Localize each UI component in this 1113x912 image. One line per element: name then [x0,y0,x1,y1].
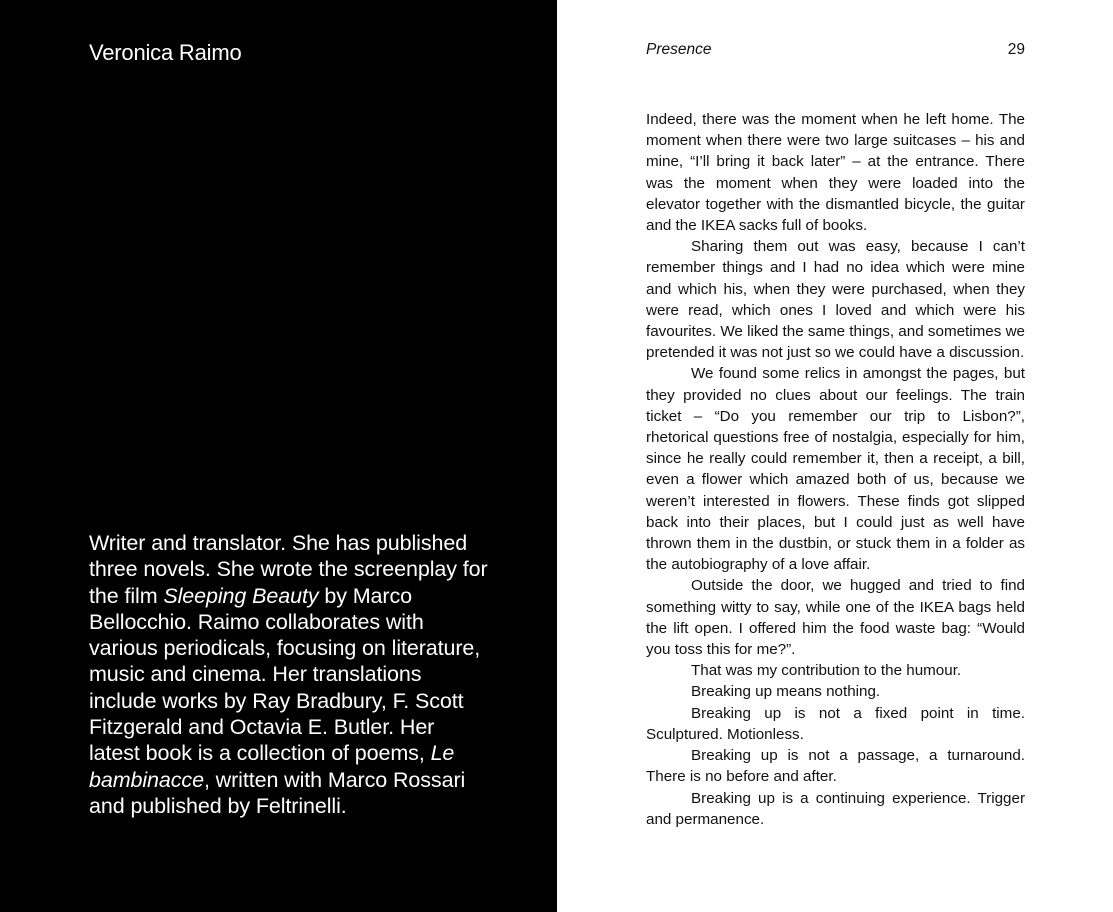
right-page [557,0,1113,912]
bio-text-part3: , written with Marco Rossari and published by Feltrinelli. [89,767,466,818]
bio-text-part1: Writer and translator. She has published three novels. She wrote the screenplay for the film [89,531,488,608]
paragraph: Indeed, there was the moment when he left home. The moment when there were two large suitcases – his and mine, “I’ll bring it back later” – at the entrance. There was the moment when they were loaded into the elevator together with the dismantled bicycle, the guitar and the IKEA sacks full of books. [646,111,1025,235]
paragraph: Breaking up is a continuing experience. Trigger and permanence. [646,789,1025,828]
bio-text-part2: by Marco Bellocchio. Raimo collaborates with various periodicals, focusing on literature, music and cinema. Her translations include works by Ray Bradbury, F. Scott Fitzgerald and Octavia E. Butler. Her latest book is a collection of poems, [89,583,481,766]
paragraph: Breaking up is not a fixed point in time. Sculptured. Motionless. [646,704,1025,743]
paragraph: Breaking up is not a passage, a turnaround. There is no before and after. [646,747,1025,786]
paragraph: Breaking up means nothing. [691,683,881,701]
page-number: 29 [1007,41,1025,58]
bio-film-title: Sleeping Beauty [163,583,319,608]
paragraph: Sharing them out was easy, because I can’t remember things and I had no idea which were mine and which his, when they were purchased, when they were read, which ones I loved and which were his favourites. We liked the same things, and sometimes we pretended it was not just so we could have a discussion. [646,238,1025,362]
bio-book-title: Le bambinacce [89,741,455,792]
paragraph: We found some relics in amongst the pages, but they provided no clues about our feelings. The train ticket – “Do you remember our trip to Lisbon?”, rhetorical questions free of nostalgia, especially for him, since he really could remember it, then a receipt, a bill, even a flower which amazed both of us, because we weren’t interested in flowers. These finds got slipped back into their places, but I could just as well have thrown them in the dustbin, or stuck them in a folder as the autobiography of a love affair. [646,365,1025,574]
author-name: Veronica Raimo [89,40,242,65]
paragraph: Outside the door, we hugged and tried to find something witty to say, while one of the IKEA bags held the lift open. I offered him the food waste bag: “Would you toss this for me?”. [646,577,1025,659]
running-head: Presence [646,41,712,58]
paragraph: That was my contribution to the humour. [691,662,962,680]
author-bio [89,530,489,819]
body-text [646,109,1025,830]
